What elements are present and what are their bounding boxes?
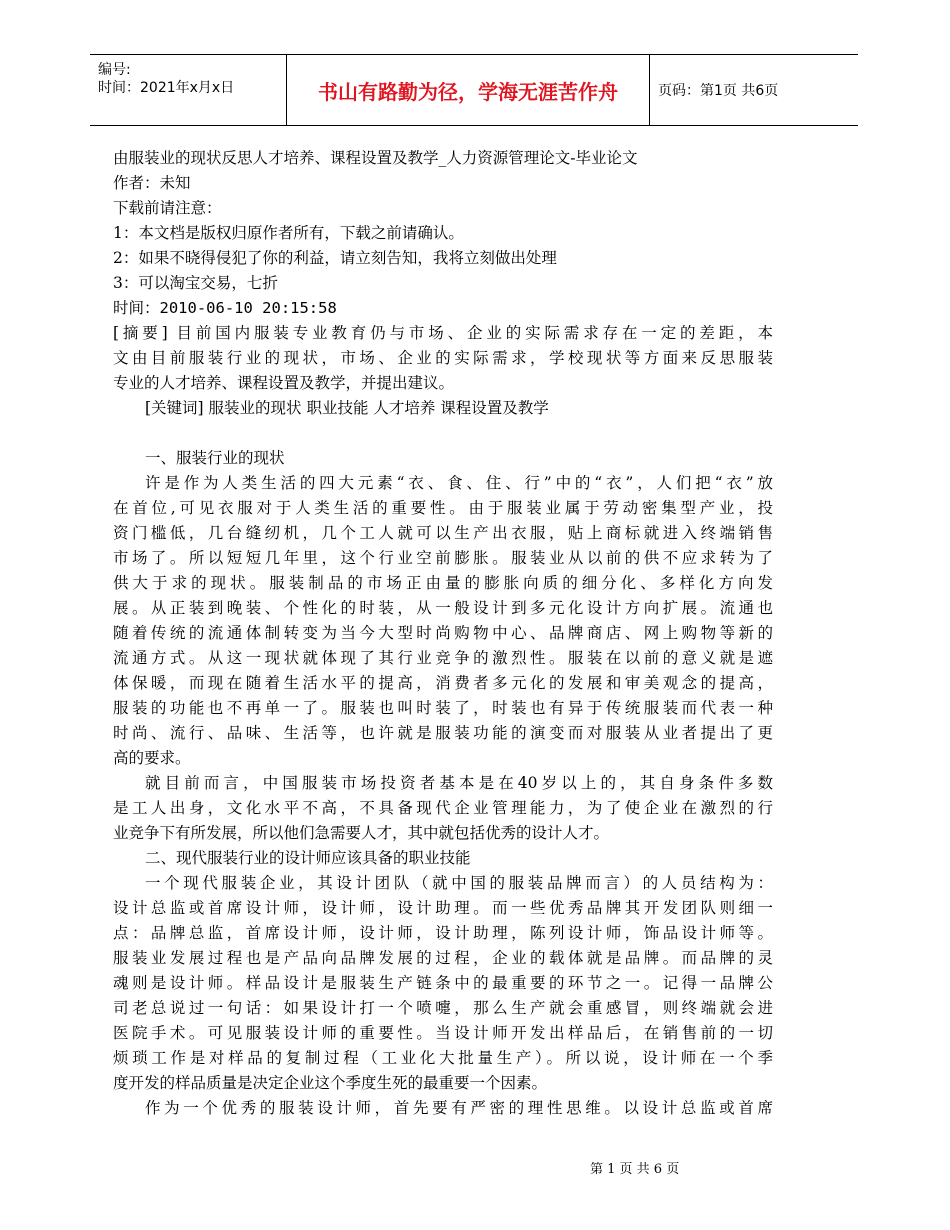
paragraph-line: 魂则是设计师。样品设计是服装生产链条中的最重要的环节之一。记得一品牌公 <box>113 974 773 992</box>
paragraph-line: 度开发的样品质量是决定企业这个季度生死的最重要一个因素。 <box>113 1074 548 1092</box>
abstract-line: 专业的人才培养、课程设置及教学，并提出建议。 <box>113 374 455 392</box>
section-2-title: 二、现代服装行业的设计师应该具备的职业技能 <box>145 849 471 867</box>
paragraph-line: 在首位,可见衣服对于人类生活的重要性。由于服装业属于劳动密集型产业，投 <box>113 499 773 517</box>
doc-title: 由服装业的现状反思人才培养、课程设置及教学_人力资源管理论文-毕业论文 <box>113 149 638 167</box>
paragraph-line: 就目前而言，中国服装市场投资者基本是在40岁以上的，其自身条件多数 <box>145 774 773 792</box>
paragraph-line: 时尚、流行、品味、生活等，也许就是服装功能的演变而对服装从业者提出了更 <box>113 724 773 742</box>
paragraph-line: 设计总监或首席设计师，设计师，设计助理。而一些优秀品牌其开发团队则细一 <box>113 899 773 917</box>
paragraph-line: 司老总说过一句话：如果设计打一个喷嚏，那么生产就会重感冒，则终端就会进 <box>113 999 773 1017</box>
document-body <box>113 146 773 1121</box>
header-motto: 书山有路勤为径，学海无涯苦作舟 <box>286 55 650 125</box>
paragraph-line: 作为一个优秀的服装设计师，首先要有严密的理性思维。以设计总监或首席 <box>145 1099 773 1117</box>
page-footer: 第 1 页 共 6 页 <box>590 1162 680 1177</box>
abstract-line: 文由目前服装行业的现状，市场、企业的实际需求，学校现状等方面来反思服装 <box>113 349 773 367</box>
paragraph-line: 体保暖，而现在随着生活水平的提高，消费者多元化的发展和审美观念的提高， <box>113 674 773 692</box>
paragraph-line: 一个现代服装企业，其设计团队（就中国的服装品牌而言）的人员结构为： <box>145 874 773 892</box>
notice-item-1: 1：本文档是版权归原作者所有，下载之前请确认。 <box>113 224 464 242</box>
page-header <box>90 54 858 126</box>
paragraph-line: 许是作为人类生活的四大元素“衣、食、住、行”中的“衣”，人们把“衣”放 <box>145 474 773 492</box>
paragraph-line: 业竞争下有所发展，所以他们急需要人才，其中就包括优秀的设计人才。 <box>113 824 610 842</box>
keywords: [关键词] 服装业的现状 职业技能 人才培养 课程设置及教学 <box>145 399 549 417</box>
section-1-title: 一、服装行业的现状 <box>145 449 285 467</box>
paragraph-line: 资门槛低，几台缝纫机，几个工人就可以生产出衣服，贴上商标就进入终端销售 <box>113 524 773 542</box>
paragraph-line: 是工人出身，文化水平不高，不具备现代企业管理能力，为了使企业在激烈的行 <box>113 799 773 817</box>
notice-item-3: 3：可以淘宝交易，七折 <box>113 274 278 292</box>
paragraph-line: 医院手术。可见服装设计师的重要性。当设计师开发出样品后，在销售前的一切 <box>113 1024 773 1042</box>
time-label: 时间：2021年x月x日 <box>98 80 235 96</box>
download-notice: 下载前请注意： <box>113 199 222 217</box>
header-meta <box>98 61 234 97</box>
paragraph-line: 随着传统的流通体制转变为当今大型时尚购物中心、品牌商店、网上购物等新的 <box>113 624 773 642</box>
paragraph-line: 服装的功能也不再单一了。服装也叫时装了，时装也有异于传统服装而代表一种 <box>113 699 773 717</box>
paragraph-line: 点：品牌总监，首席设计师，设计师，设计助理，陈列设计师，饰品设计师等。 <box>113 924 773 942</box>
header-page-info: 页码：第1页 共6页 <box>658 83 779 99</box>
abstract-line: [摘要] 目前国内服装专业教育仍与市场、企业的实际需求存在一定的差距，本 <box>113 324 773 342</box>
paragraph-line: 烦琐工作是对样品的复制过程（工业化大批量生产）。所以说，设计师在一个季 <box>113 1049 773 1067</box>
notice-item-2: 2：如果不晓得侵犯了你的利益，请立刻告知，我将立刻做出处理 <box>113 249 557 267</box>
paragraph-line: 流通方式。从这一现状就体现了其行业竞争的激烈性。服装在以前的意义就是遮 <box>113 649 773 667</box>
paragraph-line: 展。从正装到晚装、个性化的时装，从一般设计到多元化设计方向扩展。流通也 <box>113 599 773 617</box>
doc-time: 时间：2010-06-10 20:15:58 <box>113 299 337 317</box>
paragraph-line: 市场了。所以短短几年里，这个行业空前膨胀。服装业从以前的供不应求转为了 <box>113 549 773 567</box>
number-label: 编号: <box>98 62 131 78</box>
paragraph-line: 高的要求。 <box>113 749 191 767</box>
paragraph-line: 服装业发展过程也是产品向品牌发展的过程，企业的载体就是品牌。而品牌的灵 <box>113 949 773 967</box>
paragraph-line: 供大于求的现状。服装制品的市场正由量的膨胀向质的细分化、多样化方向发 <box>113 574 773 592</box>
doc-author: 作者：未知 <box>113 174 191 192</box>
